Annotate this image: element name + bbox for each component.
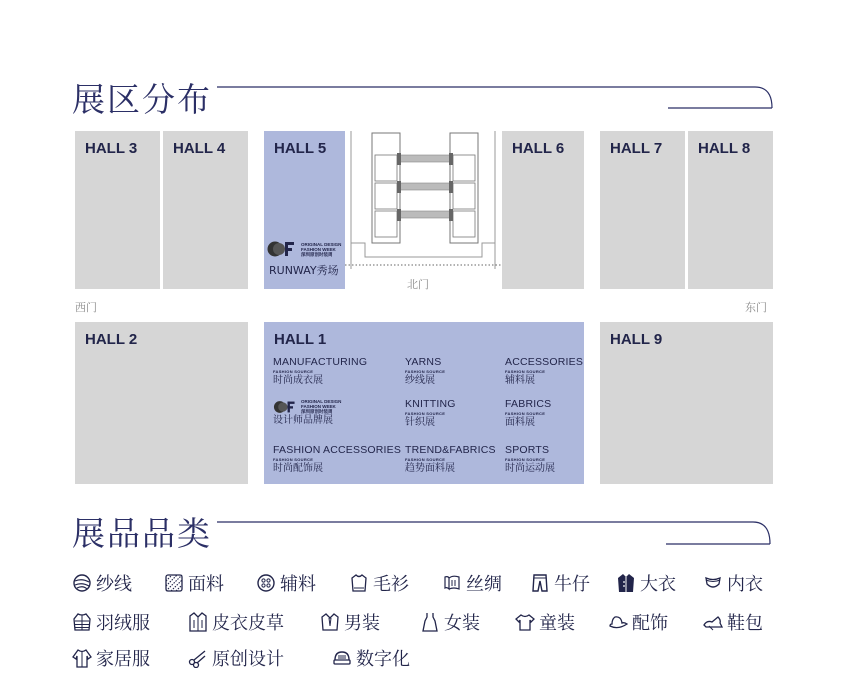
category-src: FASHION SOURCE: [405, 368, 446, 374]
category-en: FASHION ACCESSORIES: [273, 444, 402, 456]
product-sweater: [349, 570, 409, 596]
hall-8[interactable]: [688, 131, 773, 289]
title-decoration-line: [215, 84, 777, 112]
category-yarns: [405, 357, 445, 386]
product-down-jacket: [72, 609, 150, 635]
category-en: ACCESSORIES: [505, 356, 584, 368]
logo-line-2: FASHION WEEK: [301, 404, 336, 409]
logo-line-1: ORIGINAL DESIGN: [301, 399, 342, 404]
product-label: 纱线: [96, 574, 132, 595]
hall-1-label: HALL 1: [274, 331, 327, 348]
kidswear-icon: [515, 612, 535, 632]
product-menswear: [320, 609, 380, 635]
odfw-logo-icon: [267, 240, 299, 258]
hall-4-label: HALL 4: [173, 140, 226, 157]
product-fabric: [164, 570, 224, 596]
title-decoration-line: [215, 518, 777, 546]
logo-line-2: FASHION WEEK: [301, 246, 336, 252]
product-accessories: [256, 570, 316, 596]
product-label: 面料: [188, 574, 224, 595]
menswear-icon: [320, 612, 340, 632]
west-gate-label: 西门: [75, 301, 97, 314]
odfw-logo: [267, 240, 341, 258]
hall-7-label: HALL 7: [610, 140, 663, 157]
product-original-design: [188, 645, 284, 671]
product-label: 大衣: [640, 574, 676, 595]
homewear-icon: [72, 648, 92, 668]
hall-3-label: HALL 3: [85, 140, 138, 157]
section-title-layout: 展区分布: [72, 80, 212, 119]
underwear-icon: [703, 573, 723, 593]
fabric-icon: [164, 573, 184, 593]
category-en: SPORTS: [505, 444, 550, 456]
button-icon: [256, 573, 276, 593]
product-label: 数字化: [356, 649, 410, 670]
product-silk: [442, 570, 502, 596]
product-label: 丝绸: [466, 574, 502, 595]
category-designer-brands: [273, 399, 341, 426]
product-label: 童装: [539, 613, 575, 634]
category-knitting: [405, 399, 456, 428]
product-womenswear: [420, 609, 480, 635]
hall-3[interactable]: [75, 131, 160, 289]
jeans-icon: [530, 573, 550, 593]
product-denim: [530, 570, 590, 596]
category-cn: 纱线展: [405, 374, 435, 386]
hall-1[interactable]: [264, 322, 584, 484]
hall-9-label: HALL 9: [610, 331, 663, 348]
product-label: 毛衫: [373, 574, 409, 595]
category-en: YARNS: [405, 356, 442, 368]
category-cn: 时尚配饰展: [273, 462, 323, 474]
hall-6[interactable]: [502, 131, 584, 289]
product-digital: [332, 645, 410, 671]
category-cn: 辅料展: [505, 374, 535, 386]
logo-line-1: ORIGINAL DESIGN: [301, 241, 342, 247]
product-label: 鞋包: [727, 613, 763, 634]
product-label: 羽绒服: [96, 613, 150, 634]
category-fashion-accessories: [273, 445, 401, 474]
product-shoes-bags: [703, 609, 763, 635]
product-label: 配饰: [632, 613, 668, 634]
category-src: FASHION SOURCE: [505, 368, 546, 374]
product-label: 辅料: [280, 574, 316, 595]
category-cn: 针织展: [405, 416, 435, 428]
product-label: 皮衣皮草: [212, 613, 284, 634]
sweater-icon: [349, 573, 369, 593]
hall-4[interactable]: [163, 131, 248, 289]
category-src: FASHION SOURCE: [273, 368, 314, 374]
category-en: TREND&FABRICS: [405, 444, 496, 456]
hall-2-label: HALL 2: [85, 331, 138, 348]
logo-line-3: 深圳原创时装周: [301, 251, 333, 257]
scissors-icon: [188, 648, 208, 668]
coat-icon: [616, 573, 636, 593]
logo-line-3: 深圳原创时装周: [301, 409, 333, 414]
category-en: MANUFACTURING: [273, 356, 368, 368]
product-underwear: [703, 570, 763, 596]
hall-8-label: HALL 8: [698, 140, 751, 157]
category-accessories: [505, 357, 583, 386]
category-cn: 面料展: [505, 416, 535, 428]
product-leather-fur: [188, 609, 284, 635]
product-kidswear: [515, 609, 575, 635]
east-gate-label: 东门: [745, 301, 767, 314]
digital-icon: [332, 648, 352, 668]
product-label: 内衣: [727, 574, 763, 595]
category-src: FASHION SOURCE: [405, 410, 446, 416]
category-src: FASHION SOURCE: [405, 456, 446, 462]
category-src: FASHION SOURCE: [273, 456, 314, 462]
category-src: FASHION SOURCE: [505, 456, 546, 462]
product-yarn: [72, 570, 132, 596]
product-accessories-fashion: [608, 609, 668, 635]
hall-6-label: HALL 6: [512, 140, 565, 157]
product-label: 牛仔: [554, 574, 590, 595]
product-label: 原创设计: [212, 649, 284, 670]
product-coat: [616, 570, 676, 596]
product-label: 家居服: [96, 649, 150, 670]
category-manufacturing: [273, 357, 367, 386]
category-fabrics: [505, 399, 551, 428]
yarn-icon: [72, 573, 92, 593]
category-en: KNITTING: [405, 398, 456, 410]
hall-9[interactable]: [600, 322, 773, 484]
dress-icon: [420, 612, 440, 632]
section-title-categories: 展品品类: [72, 514, 212, 553]
hat-icon: [608, 612, 628, 632]
shoe-bag-icon: [703, 612, 723, 632]
category-sports: [505, 445, 555, 474]
category-cn: 时尚运动展: [505, 462, 555, 474]
category-cn: 趋势面料展: [405, 462, 455, 474]
hall-2[interactable]: [75, 322, 248, 484]
hall-5-label: HALL 5: [274, 140, 327, 157]
hall-5[interactable]: [264, 131, 345, 289]
runway-label: RUNWAY秀场: [269, 264, 339, 277]
north-entrance-diagram: [345, 131, 502, 289]
odfw-logo-icon: [273, 400, 299, 414]
product-label: 女装: [444, 613, 480, 634]
category-src: FASHION SOURCE: [505, 410, 546, 416]
north-gate-label: 北门: [407, 278, 429, 291]
category-cn: 时尚成衣展: [273, 374, 323, 386]
silk-icon: [442, 573, 462, 593]
leather-jacket-icon: [188, 612, 208, 632]
category-en: FABRICS: [505, 398, 552, 410]
category-cn: 设计师品牌展: [273, 415, 333, 426]
product-label: 男装: [344, 613, 380, 634]
down-jacket-icon: [72, 612, 92, 632]
category-trend-fabrics: [405, 445, 496, 474]
hall-7[interactable]: [600, 131, 685, 289]
product-homewear: [72, 645, 150, 671]
